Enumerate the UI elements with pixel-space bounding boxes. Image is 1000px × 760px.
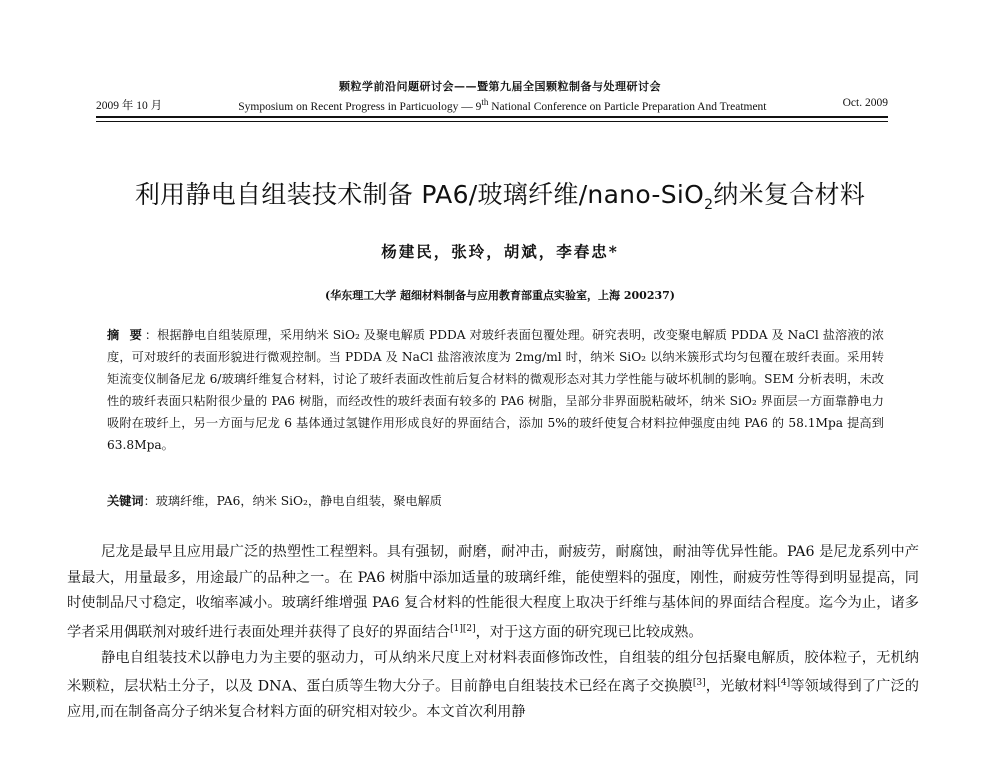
paragraph: 尼龙是最早且应用最广泛的热塑性工程塑料。具有强韧，耐磨，耐冲击，耐疲劳，耐腐蚀，耐油等优异性能。PA6 是尼龙系列中产量最大，用量最多，用途最广的品种之一。在 PA6 树脂中添加适量的玻璃纤维，能使塑料的强度，刚性，耐疲劳性等得到明显提高，同时使制品尺寸稳定，收缩率减小。玻璃纤维增强 PA6 复合材料的性能很大程度上取决于纤维与基体间的界面结合程度。迄今为止，诸多学者采用偶联剂对玻纤进行表面处理并获得了良好的界面结合[1][2]，对于这方面的研究现已比较成熟。: [67, 544, 919, 641]
date-cn: 2009 年 10 月: [96, 100, 163, 112]
date-en: Oct. 2009: [842, 97, 888, 109]
citation: [3]: [692, 678, 706, 689]
affiliation: (华东理工大学 超细材料制备与应用教育部重点实验室，上海 200237): [325, 289, 675, 302]
body-text: [67, 540, 919, 726]
citation: [4]: [777, 678, 791, 689]
citation: [1][2]: [450, 623, 476, 634]
abstract: [107, 324, 884, 456]
conference-line: [96, 97, 888, 113]
authors: 杨建民，张玲，胡斌，李春忠*: [381, 242, 619, 261]
abstract-label: 摘 要: [107, 328, 145, 342]
abstract-text: ：根据静电自组装原理，采用纳米 SiO₂ 及聚电解质 PDDA 对玻纤表面包覆处理。研究表明，改变聚电解质 PDDA 及 NaCl 盐溶液的浓度，可对玻纤的表面形貌进行微观控制。当 PDDA 及 NaCl 盐溶液浓度为 2mg/ml 时，纳米 SiO₂ 以纳米簇形式均匀包覆在玻纤表面。采用转矩流变仪制备尼龙 6/玻璃纤维复合材料，讨论了玻纤表面改性前后复合材料的微观形态对其力学性能与破坏机制的影响。SEM 分析表明，未改性的玻纤表面只粘附很少量的 PA6 树脂，而经改性的玻纤表面有较多的 PA6 树脂，呈部分非界面脱粘破坏，纳米 SiO₂ 界面层一方面靠静电力吸附在玻纤上，另一方面与尼龙 6 基体通过氢键作用形成良好的界面结合，添加 5%的玻纤使复合材料拉伸强度由纯 PA6 的 58.1Mpa 提高到 63.8Mpa。: [107, 328, 884, 452]
keywords-label: 关键词: [107, 494, 144, 508]
keywords: [107, 492, 884, 509]
conference-title-en: Symposium on Recent Progress in Particuology — 9th National Conference on Particle Preparation And Treatment: [238, 97, 767, 113]
conference-title-cn: 颗粒学前沿问题研讨会——暨第九届全国颗粒制备与处理研讨会: [339, 80, 661, 93]
header-rule-thick: [96, 116, 888, 118]
header-rule-thin: [96, 121, 888, 122]
paper-title: 利用静电自组装技术制备 PA6/玻璃纤维/nano-SiO$_2$纳米复合材料: [134, 180, 866, 213]
paragraph: 静电自组装技术以静电力为主要的驱动力，可从纳米尺度上对材料表面修饰改性，自组装的组分包括聚电解质，胶体粒子，无机纳米颗粒，层状粘土分子，以及 DNA、蛋白质等生物大分子。目前静电自组装技术已经在离子交换膜[3]，光敏材料[4]等领域得到了广泛的应用,而在制备高分子纳米复合材料方面的研究相对较少。本文首次利用静: [67, 649, 919, 721]
keywords-text: ：玻璃纤维，PA6，纳米 SiO₂，静电自组装，聚电解质: [143, 494, 442, 508]
